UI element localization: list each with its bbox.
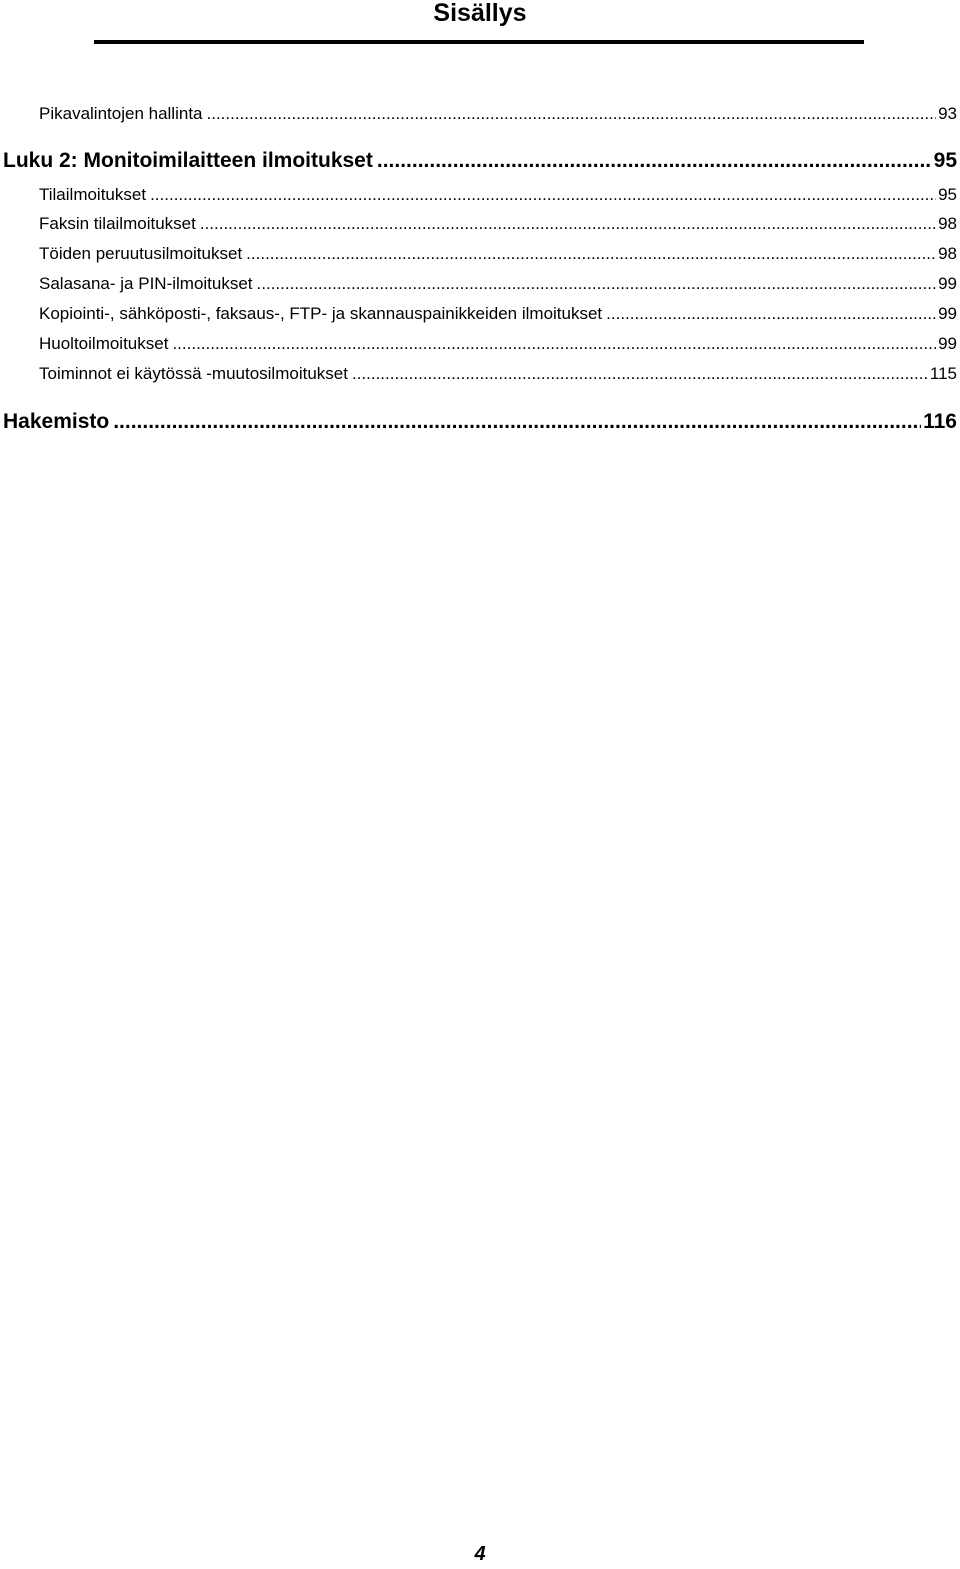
toc-dot-leader [150, 184, 936, 206]
toc-entry-page: 95 [938, 185, 957, 204]
toc-dot-leader [246, 243, 936, 265]
toc-entry-text: Salasana- ja PIN-ilmoitukset [39, 274, 253, 293]
page-number: 4 [474, 1543, 486, 1565]
toc-index-text: Hakemisto [3, 410, 110, 433]
toc-entry-page: 93 [938, 104, 957, 123]
title-rule [94, 40, 864, 44]
toc-entry-kopiointi[interactable] [39, 303, 957, 325]
toc-chapter-page: 95 [933, 149, 957, 172]
toc-dot-leader [257, 273, 937, 295]
toc-entry-text: Pikavalintojen hallinta [39, 104, 203, 123]
page-title: Sisällys [433, 0, 527, 27]
toc-dot-leader [377, 148, 932, 174]
toc-entry-page: 99 [938, 334, 957, 353]
toc-dot-leader [200, 213, 936, 235]
toc-dot-leader [172, 333, 936, 355]
toc-entry-page: 99 [938, 304, 957, 323]
toc-dot-leader [352, 363, 928, 385]
toc-entry-page: 115 [929, 364, 957, 383]
toc-index[interactable] [3, 409, 957, 435]
toc-dot-leader [606, 303, 936, 325]
toc-chapter-text: Luku 2: Monitoimilaitteen ilmoitukset [3, 149, 373, 172]
toc-entry-toiden-peruutusilmoitukset[interactable] [39, 243, 957, 265]
toc-entry-tilailmoitukset[interactable] [39, 184, 957, 206]
toc-entry-huoltoilmoitukset[interactable] [39, 333, 957, 355]
toc-chapter-2[interactable] [3, 148, 957, 174]
toc-entry-text: Toiminnot ei käytössä -muutosilmoitukset [39, 364, 348, 383]
toc-entry-faksin-tilailmoitukset[interactable] [39, 213, 957, 235]
toc-dot-leader [113, 409, 921, 435]
toc-entry-text: Huoltoilmoitukset [39, 334, 169, 353]
toc-entry-pikavalintojen[interactable] [39, 103, 957, 125]
toc-entry-toiminnot-ei-kaytossa[interactable] [39, 363, 957, 385]
toc-entry-text: Faksin tilailmoitukset [39, 214, 196, 233]
toc-entry-salasana-pin[interactable] [39, 273, 957, 295]
toc-dot-leader [207, 103, 937, 125]
toc-entry-page: 98 [938, 244, 957, 263]
toc-entry-page: 99 [938, 274, 957, 293]
toc-index-page: 116 [923, 410, 957, 433]
toc-entry-text: Kopiointi-, sähköposti-, faksaus-, FTP- ja skannauspainikkeiden ilmoitukset [39, 304, 603, 323]
toc-entry-page: 98 [938, 214, 957, 233]
toc-entry-text: Tilailmoitukset [39, 185, 147, 204]
toc-entry-text: Töiden peruutusilmoitukset [39, 244, 243, 263]
